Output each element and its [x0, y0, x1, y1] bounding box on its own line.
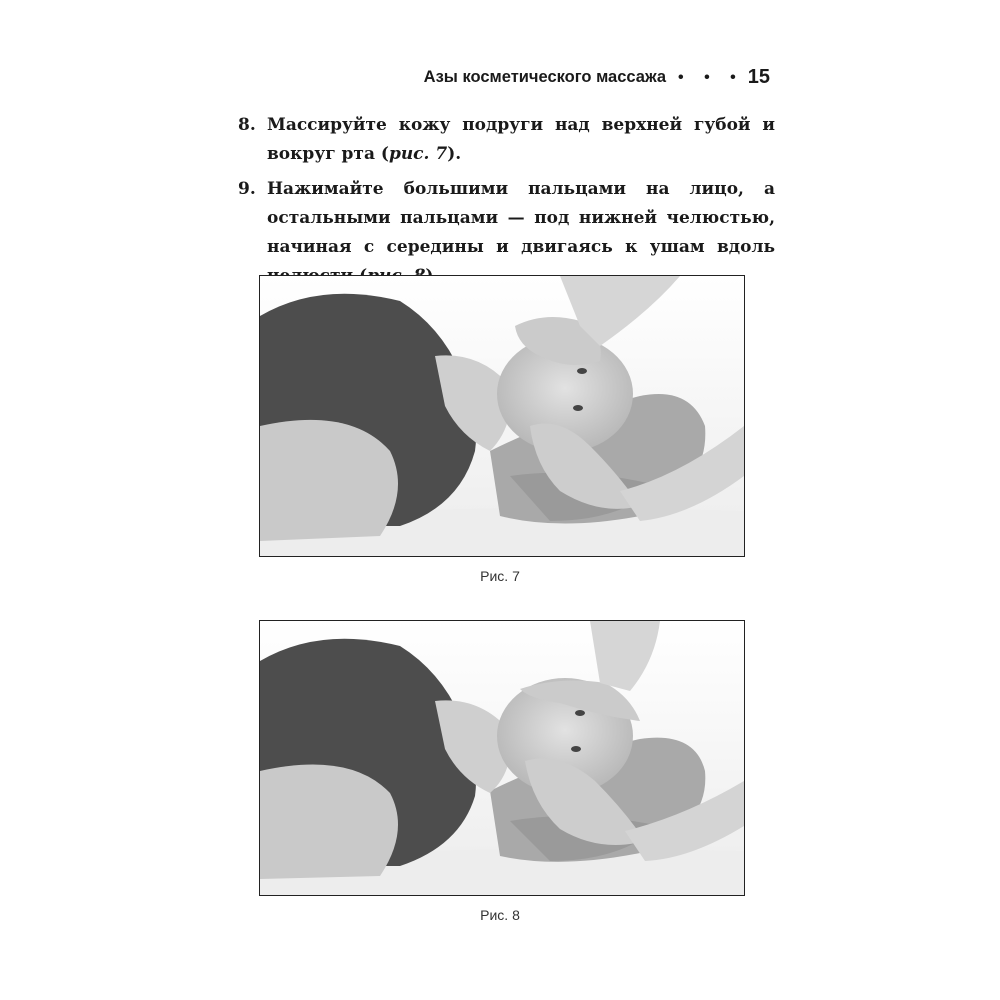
- massage-photo-illustration: [260, 276, 744, 556]
- figure-caption: Рис. 8: [480, 907, 520, 923]
- list-item: [238, 175, 775, 291]
- page-number: 15: [747, 66, 770, 88]
- running-head: [424, 66, 770, 89]
- massage-photo-figure-7: [259, 275, 745, 557]
- figure-caption: Рис. 7: [480, 568, 520, 584]
- running-head-title: Азы косметического массажа: [423, 68, 667, 86]
- list-item: [238, 111, 775, 169]
- running-head-dots: • • •: [678, 68, 744, 86]
- text-part: ).: [447, 144, 462, 164]
- massage-photo-figure-8: [259, 620, 745, 896]
- list-item-text: [267, 175, 775, 291]
- text-part: Нажимайте большими пальцами на лицо, а остальными пальцами — под нижней челюстью, начиная с середины и двигаясь к ушам вдоль: [267, 179, 775, 257]
- list-item-number: 8.: [238, 115, 256, 135]
- text-part: Массируйте кожу подруги над верхней губой и вокруг рта (: [267, 115, 775, 164]
- figure-reference: рис. 7: [388, 144, 448, 164]
- list-item-text: [267, 111, 775, 169]
- massage-photo-illustration: [260, 621, 744, 895]
- list-item-number: 9.: [238, 179, 256, 199]
